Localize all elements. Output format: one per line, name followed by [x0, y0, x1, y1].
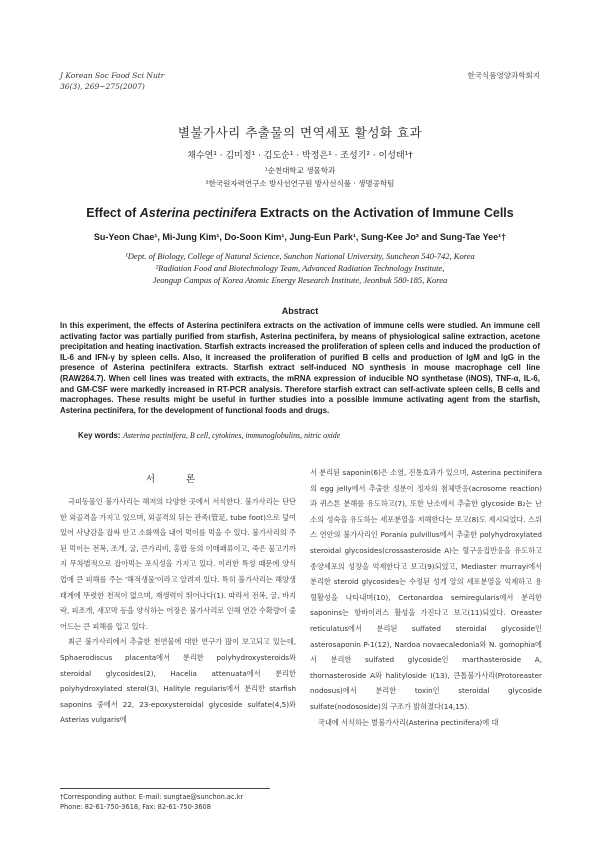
corresponding-author: †Corresponding author. E-mail: sungtae@sunchon.ac.kr [60, 793, 244, 801]
journal-header [60, 70, 164, 92]
english-affiliation-1: ¹Dept. of Biology, College of Natural Science, Sunchon National University, Suncheon 540-742, Korea [125, 251, 475, 261]
contact-phone: Phone: 82-61-750-3618, Fax: 82-61-750-3608 [60, 803, 211, 811]
intro-paragraph-1: 극피동물인 불가사리는 해저의 다양한 곳에서 서식한다. 불가사리는 단단한 외골격을 가지고 있으며, 외골격의 뒤는 관족(管足, tube foot)으로 덮여있어 사냥감을 잡싸 안고 소화액을 내어 먹이를 먹을 수 있다. 불가사리의 주된 먹이는 전복, 조개, 굴, 큰가리비, 홍합 등의 이매패류이고, 죽은 물고기까지 무차별적으로 잡아먹는 포식성을 가지고 있다. 이러한 특성 때문에 양식업에 큰 피해를 주는 '해적생물'이라고 알려져 있다. 특히 불가사리는 해양생태계에 뚜렷한 천적이 없으며, 재생력이 뛰어나다(1). 따라서 전복, 굴, 바지락, 피조개, 새꼬막 등을 양식하는 어장은 불가사리로 인해 연간 수확량이 줄어드는 큰 피해를 입고 있다. [60, 497, 296, 631]
keywords [78, 431, 538, 440]
journal-volume: 36(3), 269~275(2007) [60, 82, 145, 91]
english-title-species: Asterina pectinifera [139, 206, 257, 220]
intro-paragraph-3: 서 분리된 saponin(6)은 소염, 진통효과가 있으며, Asterina pectinifera의 egg jelly에서 추출한 성분이 정자의 첨체반응(acrosome reaction)과 퀴스톤 분해를 유도하고(7), 또한 난소에서 추출한 glycoside B₂는 난소의 성숙을 유도하는 세포분열을 저해한다는 보고(8)도 제시되었다. 스위스 연안의 불가사리인 Porania pulvillus에서 추출한 polyhydroxylated steroidal glycosides(crossasteroside A)는 혈구응집반응을 유도하고 종양세포의 성장을 억제한다고 보고(9)되었고, Mediaster murrayi에서 분리한 steroid glycosides는 수정된 성게 알의 세포분열을 억제하고 용혈활성을 나타내며(10), Certonardoa semiregularis에서 분리한 saponins는 항바이러스 활성을 가진다고 보고(11)되었다. Oreaster reticulatus에서 분리된 sulfated steroidal glycoside인 asterosaponin P-1(12), Nardoa novaecaledonia와 N. gomophia에서 분리한 sulfated glycoside인 marthasteroside A, thornasteroside A와 halityloside I(13), 큰톱불가사리(Protoreaster nodosus)에서 분리한 toxin인 steroidal glycoside sulfate(nodososide)의 구조가 밝혀졌다(14,15). [310, 468, 542, 711]
english-title [0, 206, 600, 220]
intro-paragraph-4: 국내에 서식하는 별불가사리(Asterina pectinifera)에 대 [318, 717, 499, 727]
footnote-rule [60, 788, 270, 789]
intro-paragraph-2: 최근 불가사리에서 추출한 천연물에 대한 연구가 많이 보고되고 있는데, Sphaerodiscus placenta에서 분리한 polyhydroxysteroids와 steroidal glycosides(2), Hacelia attenuata에서 분리한 polyhydroxylated sterol(3), Halityle regularis에서 분리한 starfish saponins 중에서 22, 23-epoxysteroidal glycoside sulfate(4,5)와 Asterias vulgaris에 [60, 637, 296, 725]
english-title-suffix: Extracts on the Activation of Immune Cells [256, 206, 514, 220]
journal-name: J Korean Soc Food Sci Nutr [60, 71, 165, 80]
korean-affiliation-1: ¹순천대학교 생물학과 [264, 166, 336, 175]
korean-authors: 채수연¹ · 김미정¹ · 김도순¹ · 박정은¹ · 조성기² · 이성태¹† [187, 151, 413, 161]
introduction-heading: 서 론 [145, 474, 210, 485]
keywords-list: Asterina pectinifera, B cell, cytokines, immunoglobulins, nitric oxide [123, 431, 341, 440]
english-title-prefix: Effect of [86, 206, 140, 220]
abstract-heading: Abstract [281, 306, 319, 316]
korean-affiliation-2: ²한국원자력연구소 방사선연구원 방사선식품 · 생명공학팀 [205, 179, 395, 188]
english-affiliation-2: ²Radiation Food and Biotechnology Team, Advanced Radiation Technology Institute, [155, 263, 445, 273]
intro-right-column [310, 465, 542, 730]
abstract-text: In this experiment, the effects of Asterina pectinifera extracts on the activation of immune cells were studied. An immune cell activating factor was partially purified from starfish, Asterina pectinifera, by means of physiological saline extraction, acetone precipitation and heating inactivation. Starfish extracts increased the proliferation of spleen cells and induced the production of IL-6 and IFN-γ by spleen cells. Also, it increased the proliferation of purified B cells and production of IgM and IgG in the presence of Asterina pectinifera extracts. Starfish extract self-induced NO synthesis in mouse macrophage cell line (RAW264.7). When cell lines was treated with extracts, the mRNA expression of inducible NO synthetase (iNOS), TNF-α, IL-6, and GM-CSF were markedly increased in RT-PCR analysis. Therefore starfish extract can self-activate spleen cells, B cells and macrophages. These results might be useful in further studies into a possible immune activating agent from the starfish, Asterina pectinifera, for the development of functional foods and drugs. [60, 321, 540, 415]
english-affiliations [0, 250, 600, 286]
keywords-label: Key words: [78, 431, 121, 440]
intro-left-column [60, 494, 296, 728]
english-affiliation-3: Jeongup Campus of Korea Atomic Energy Research Institute, Jeonbuk 580-185, Korea [152, 275, 448, 285]
english-authors: Su-Yeon Chae¹, Mi-Jung Kim¹, Do-Soon Kim¹, Jung-Eun Park¹, Sung-Kee Jo² and Sung-Tae Yee¹† [93, 232, 507, 242]
society-name: 한국식품영양과학회지 [467, 71, 540, 80]
footnote [60, 792, 243, 812]
korean-title: 별불가사리 추출물의 면역세포 활성화 효과 [177, 125, 423, 140]
